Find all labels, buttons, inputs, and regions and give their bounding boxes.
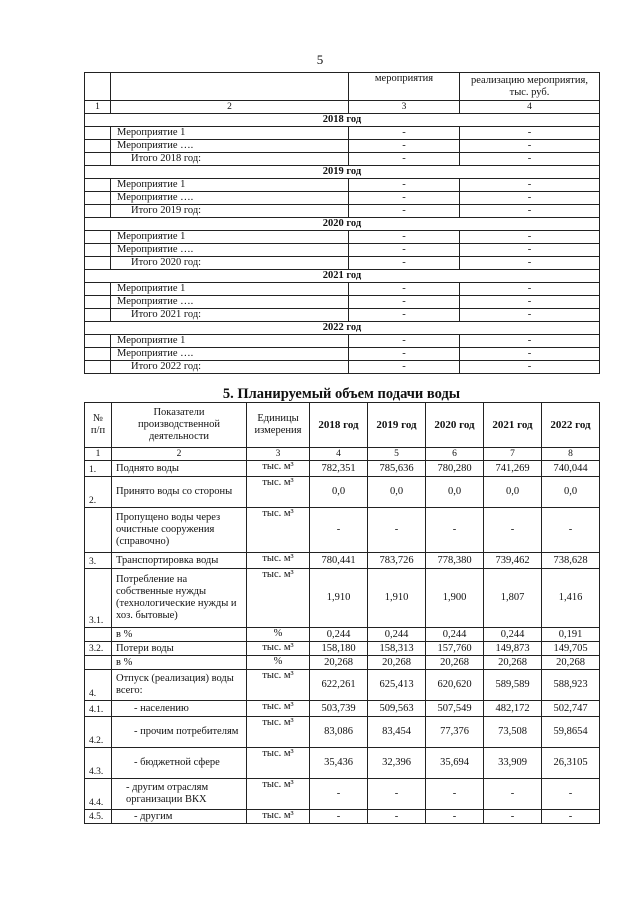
- column-number: 1: [85, 101, 111, 114]
- table-row: [85, 296, 600, 309]
- unit: тыс. м³: [247, 717, 310, 748]
- row-number: 3.: [85, 553, 112, 569]
- row-number: 2.: [85, 477, 112, 508]
- cost-value: -: [460, 335, 600, 348]
- year-value: 778,380: [426, 553, 484, 569]
- year-value: 1,910: [310, 569, 368, 628]
- indicator-name: в %: [112, 628, 247, 642]
- table1-header-row: [85, 73, 600, 101]
- measure-name: Мероприятие 1: [111, 231, 349, 244]
- year-value: 785,636: [368, 461, 426, 477]
- table-row: [85, 477, 600, 508]
- indicator-name: - населению: [112, 701, 247, 717]
- indicator-name: в %: [112, 656, 247, 670]
- row-number: 4.3.: [85, 748, 112, 779]
- year-value: 77,376: [426, 717, 484, 748]
- indicator-name: Отпуск (реализация) воды всего:: [112, 670, 247, 701]
- year-value: 20,268: [368, 656, 426, 670]
- column-header: 2019 год: [368, 403, 426, 448]
- indicator-name: - бюджетной сфере: [112, 748, 247, 779]
- indicator-name: Потребление на собственные нужды (технологические нужды и хоз. бытовые): [112, 569, 247, 628]
- unit: тыс. м³: [247, 748, 310, 779]
- year-heading: 2021 год: [85, 270, 600, 283]
- table2-column-numbers: [85, 448, 600, 461]
- cost-value: -: [460, 361, 600, 374]
- year-value: 33,909: [484, 748, 542, 779]
- cost-value: -: [460, 192, 600, 205]
- indicator-name: Потери воды: [112, 642, 247, 656]
- measure-name: Итого 2020 год:: [111, 257, 349, 270]
- indicator-name: Принято воды со стороны: [112, 477, 247, 508]
- row-number: [85, 283, 111, 296]
- measure-value: -: [349, 257, 460, 270]
- cost-value: -: [460, 283, 600, 296]
- year-value: -: [426, 508, 484, 553]
- year-row: [85, 166, 600, 179]
- column-number: 5: [368, 448, 426, 461]
- measure-value: -: [349, 153, 460, 166]
- header-cell-empty: [85, 73, 111, 101]
- row-number: 4.1.: [85, 701, 112, 717]
- year-value: 73,508: [484, 717, 542, 748]
- year-value: 589,589: [484, 670, 542, 701]
- unit: тыс. м³: [247, 779, 310, 810]
- table-row: [85, 779, 600, 810]
- measure-value: -: [349, 296, 460, 309]
- table-row: [85, 205, 600, 218]
- water-supply-volume-table: [84, 402, 600, 824]
- cost-value: -: [460, 140, 600, 153]
- row-number: [85, 296, 111, 309]
- measure-name: Мероприятие 1: [111, 179, 349, 192]
- row-number: 4.2.: [85, 717, 112, 748]
- measure-name: Мероприятие ….: [111, 296, 349, 309]
- year-value: -: [484, 779, 542, 810]
- year-value: 83,454: [368, 717, 426, 748]
- row-number: [85, 257, 111, 270]
- year-value: -: [310, 810, 368, 824]
- column-header: № п/п: [85, 403, 112, 448]
- indicator-name: - другим: [112, 810, 247, 824]
- table-row: [85, 656, 600, 670]
- row-number: [85, 140, 111, 153]
- measure-value: -: [349, 205, 460, 218]
- unit: тыс. м³: [247, 642, 310, 656]
- table1-column-numbers: [85, 101, 600, 114]
- indicator-name: Пропущено воды через очистные сооружения (справочно): [112, 508, 247, 553]
- table-row: [85, 569, 600, 628]
- measure-value: -: [349, 140, 460, 153]
- measure-value: -: [349, 192, 460, 205]
- year-value: 0,191: [542, 628, 600, 642]
- header-cell-measures: мероприятия: [349, 73, 460, 101]
- year-value: 0,244: [368, 628, 426, 642]
- table-row: [85, 153, 600, 166]
- cost-value: -: [460, 231, 600, 244]
- year-value: 622,261: [310, 670, 368, 701]
- row-number: 4.4.: [85, 779, 112, 810]
- unit: тыс. м³: [247, 670, 310, 701]
- year-value: 780,280: [426, 461, 484, 477]
- year-value: 1,900: [426, 569, 484, 628]
- year-value: 158,313: [368, 642, 426, 656]
- year-value: 20,268: [542, 656, 600, 670]
- measure-name: Мероприятие 1: [111, 335, 349, 348]
- row-number: [85, 244, 111, 257]
- measure-name: Итого 2021 год:: [111, 309, 349, 322]
- column-header: 2022 год: [542, 403, 600, 448]
- row-number: [85, 309, 111, 322]
- table-row: [85, 553, 600, 569]
- unit: тыс. м³: [247, 810, 310, 824]
- year-value: 502,747: [542, 701, 600, 717]
- measure-name: Мероприятие ….: [111, 192, 349, 205]
- row-number: 4.5.: [85, 810, 112, 824]
- column-header: 2018 год: [310, 403, 368, 448]
- measure-name: Итого 2019 год:: [111, 205, 349, 218]
- indicator-name: Транспортировка воды: [112, 553, 247, 569]
- unit: тыс. м³: [247, 461, 310, 477]
- year-value: 35,694: [426, 748, 484, 779]
- year-heading: 2018 год: [85, 114, 600, 127]
- year-value: 1,807: [484, 569, 542, 628]
- year-value: 625,413: [368, 670, 426, 701]
- row-number: 1.: [85, 461, 112, 477]
- year-value: 482,172: [484, 701, 542, 717]
- year-value: -: [368, 779, 426, 810]
- year-value: 0,0: [542, 477, 600, 508]
- column-number: 7: [484, 448, 542, 461]
- year-value: 149,705: [542, 642, 600, 656]
- column-number: 2: [112, 448, 247, 461]
- row-number: [85, 348, 111, 361]
- cost-value: -: [460, 348, 600, 361]
- column-number: 1: [85, 448, 112, 461]
- year-value: 588,923: [542, 670, 600, 701]
- year-value: 0,0: [426, 477, 484, 508]
- year-value: 0,244: [426, 628, 484, 642]
- measures-cost-table: [84, 72, 600, 374]
- year-value: 780,441: [310, 553, 368, 569]
- indicator-name: - прочим потребителям: [112, 717, 247, 748]
- measure-value: -: [349, 283, 460, 296]
- header-cell-cost: реализацию мероприятия, тыс. руб.: [460, 73, 600, 101]
- table-row: [85, 348, 600, 361]
- year-value: 0,0: [484, 477, 542, 508]
- cost-value: -: [460, 179, 600, 192]
- year-value: -: [484, 508, 542, 553]
- table-row: [85, 361, 600, 374]
- table-row: [85, 670, 600, 701]
- table-row: [85, 244, 600, 257]
- measure-name: Мероприятие ….: [111, 140, 349, 153]
- row-number: [85, 508, 112, 553]
- row-number: [85, 361, 111, 374]
- year-value: 20,268: [484, 656, 542, 670]
- row-number: [85, 205, 111, 218]
- year-row: [85, 218, 600, 231]
- measure-name: Итого 2022 год:: [111, 361, 349, 374]
- table-row: [85, 140, 600, 153]
- unit: тыс. м³: [247, 553, 310, 569]
- column-number: 8: [542, 448, 600, 461]
- section-title: 5. Планируемый объем подачи воды: [222, 386, 461, 402]
- year-value: 158,180: [310, 642, 368, 656]
- year-value: 32,396: [368, 748, 426, 779]
- table-row: [85, 231, 600, 244]
- year-value: 20,268: [426, 656, 484, 670]
- unit: тыс. м³: [247, 477, 310, 508]
- year-value: 740,044: [542, 461, 600, 477]
- row-number: [85, 179, 111, 192]
- header-cell-empty: [111, 73, 349, 101]
- row-number: 3.1.: [85, 569, 112, 628]
- page-number: 5: [316, 52, 324, 67]
- column-header: Показатели производственной деятельности: [112, 403, 247, 448]
- column-header: 2020 год: [426, 403, 484, 448]
- year-value: 1,416: [542, 569, 600, 628]
- year-heading: 2019 год: [85, 166, 600, 179]
- row-number: [85, 656, 112, 670]
- table-row: [85, 628, 600, 642]
- year-value: 1,910: [368, 569, 426, 628]
- table-row: [85, 179, 600, 192]
- year-value: -: [310, 779, 368, 810]
- year-value: 0,0: [310, 477, 368, 508]
- year-value: -: [426, 810, 484, 824]
- cost-value: -: [460, 257, 600, 270]
- year-value: 149,873: [484, 642, 542, 656]
- table-row: [85, 192, 600, 205]
- year-row: [85, 270, 600, 283]
- measure-value: -: [349, 348, 460, 361]
- row-number: [85, 192, 111, 205]
- table-row: [85, 127, 600, 140]
- year-value: 0,0: [368, 477, 426, 508]
- unit: %: [247, 656, 310, 670]
- measure-value: -: [349, 179, 460, 192]
- measure-name: Мероприятие 1: [111, 283, 349, 296]
- year-value: -: [310, 508, 368, 553]
- year-value: 503,739: [310, 701, 368, 717]
- unit: тыс. м³: [247, 508, 310, 553]
- column-number: 2: [111, 101, 349, 114]
- year-value: 782,351: [310, 461, 368, 477]
- indicator-name: Поднято воды: [112, 461, 247, 477]
- year-heading: 2020 год: [85, 218, 600, 231]
- measure-value: -: [349, 127, 460, 140]
- year-value: 509,563: [368, 701, 426, 717]
- year-value: -: [542, 810, 600, 824]
- table2-header-row: [85, 403, 600, 448]
- measure-value: -: [349, 309, 460, 322]
- column-number: 4: [460, 101, 600, 114]
- column-header: Единицы измерения: [247, 403, 310, 448]
- table-row: [85, 309, 600, 322]
- year-value: 741,269: [484, 461, 542, 477]
- measure-value: -: [349, 361, 460, 374]
- year-value: 0,244: [484, 628, 542, 642]
- year-value: 738,628: [542, 553, 600, 569]
- table-row: [85, 335, 600, 348]
- cost-value: -: [460, 127, 600, 140]
- year-value: -: [484, 810, 542, 824]
- year-value: -: [426, 779, 484, 810]
- cost-value: -: [460, 296, 600, 309]
- table-row: [85, 461, 600, 477]
- year-value: 20,268: [310, 656, 368, 670]
- table-row: [85, 642, 600, 656]
- indicator-name: - другим отраслям организации ВКХ: [112, 779, 247, 810]
- table-row: [85, 283, 600, 296]
- year-value: 620,620: [426, 670, 484, 701]
- cost-value: -: [460, 153, 600, 166]
- row-number: [85, 153, 111, 166]
- year-row: [85, 114, 600, 127]
- measure-name: Итого 2018 год:: [111, 153, 349, 166]
- year-value: 59,8654: [542, 717, 600, 748]
- year-value: 157,760: [426, 642, 484, 656]
- row-number: [85, 335, 111, 348]
- row-number: 4.: [85, 670, 112, 701]
- year-row: [85, 322, 600, 335]
- year-value: -: [368, 810, 426, 824]
- unit: тыс. м³: [247, 701, 310, 717]
- cost-value: -: [460, 205, 600, 218]
- table-row: [85, 810, 600, 824]
- row-number: 3.2.: [85, 642, 112, 656]
- table-row: [85, 257, 600, 270]
- row-number: [85, 127, 111, 140]
- row-number: [85, 231, 111, 244]
- year-value: 0,244: [310, 628, 368, 642]
- measure-value: -: [349, 231, 460, 244]
- year-value: 26,3105: [542, 748, 600, 779]
- unit: %: [247, 628, 310, 642]
- column-number: 4: [310, 448, 368, 461]
- year-value: -: [542, 779, 600, 810]
- year-heading: 2022 год: [85, 322, 600, 335]
- column-header: 2021 год: [484, 403, 542, 448]
- cost-value: -: [460, 244, 600, 257]
- table-row: [85, 701, 600, 717]
- year-value: 783,726: [368, 553, 426, 569]
- column-number: 6: [426, 448, 484, 461]
- column-number: 3: [247, 448, 310, 461]
- year-value: -: [368, 508, 426, 553]
- table-row: [85, 508, 600, 553]
- measure-name: Мероприятие ….: [111, 244, 349, 257]
- measure-name: Мероприятие ….: [111, 348, 349, 361]
- measure-value: -: [349, 335, 460, 348]
- year-value: 83,086: [310, 717, 368, 748]
- year-value: 507,549: [426, 701, 484, 717]
- measure-name: Мероприятие 1: [111, 127, 349, 140]
- row-number: [85, 628, 112, 642]
- measure-value: -: [349, 244, 460, 257]
- cost-value: -: [460, 309, 600, 322]
- year-value: 739,462: [484, 553, 542, 569]
- table-row: [85, 748, 600, 779]
- unit: тыс. м³: [247, 569, 310, 628]
- year-value: 35,436: [310, 748, 368, 779]
- column-number: 3: [349, 101, 460, 114]
- table-row: [85, 717, 600, 748]
- year-value: -: [542, 508, 600, 553]
